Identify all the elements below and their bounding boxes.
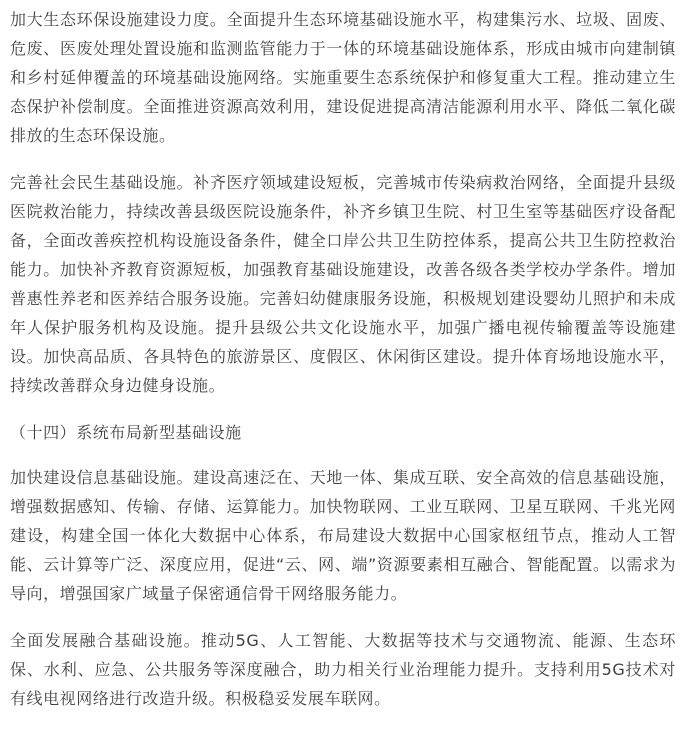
section-heading: （十四）系统布局新型基础设施 xyxy=(10,423,242,442)
paragraph-fusion-infrastructure: 全面发展融合基础设施。推动5G、人工智能、大数据等技术与交通物流、能源、生态环保、水利、应急、公共服务等深度融合，助力相关行业治理能力提升。支持利用5G技术对有线电视网络进行改造升级。积极稳妥发展车联网。 xyxy=(10,631,676,708)
paragraph-info-infrastructure: 加快建设信息基础设施。建设高速泛在、天地一体、集成互联、安全高效的信息基础设施，增强数据感知、传输、存储、运算能力。加快物联网、工业互联网、卫星互联网、千兆光网建设，构建全国一体化大数据中心体系，布局建设大数据中心国家枢纽节点，推动人工智能、云计算等广泛、深度应用，促进“云、网、端”资源要素相互融合、智能配置。以需求为导向，增强国家广域量子保密通信骨干网络服务能力。 xyxy=(10,468,676,603)
paragraph-social-infrastructure: 完善社会民生基础设施。补齐医疗领域建设短板，完善城市传染病救治网络，全面提升县级医院救治能力，持续改善县级医院设施条件，补齐乡镇卫生院、村卫生室等基础医疗设备配备，全面改善疾控机构设施设备条件，健全口岸公共卫生防控体系，提高公共卫生防控救治能力。加快补齐教育资源短板，加强教育基础设施建设，改善各级各类学校办学条件。增加普惠性养老和医养结合服务设施。完善妇幼健康服务设施，积极规划建设婴幼儿照护和未成年人保护服务机构及设施。提升县级公共文化设施水平，加强广播电视传输覆盖等设施建设。加快高品质、各具特色的旅游景区、度假区、休闲街区建设。提升体育场地设施水平，持续改善群众身边健身设施。 xyxy=(10,173,676,395)
paragraph-eco-infrastructure: 加大生态环保设施建设力度。全面提升生态环境基础设施水平，构建集污水、垃圾、固废、危废、医废处理处置设施和监测监管能力于一体的环境基础设施体系，形成由城市向建制镇和乡村延伸覆盖的环境基础设施网络。实施重要生态系统保护和修复重大工程。推动建立生态保护补偿制度。全面推进资源高效利用，建设促进提高清洁能源利用水平、降低二氧化碳排放的生态环保设施。 xyxy=(10,10,676,145)
